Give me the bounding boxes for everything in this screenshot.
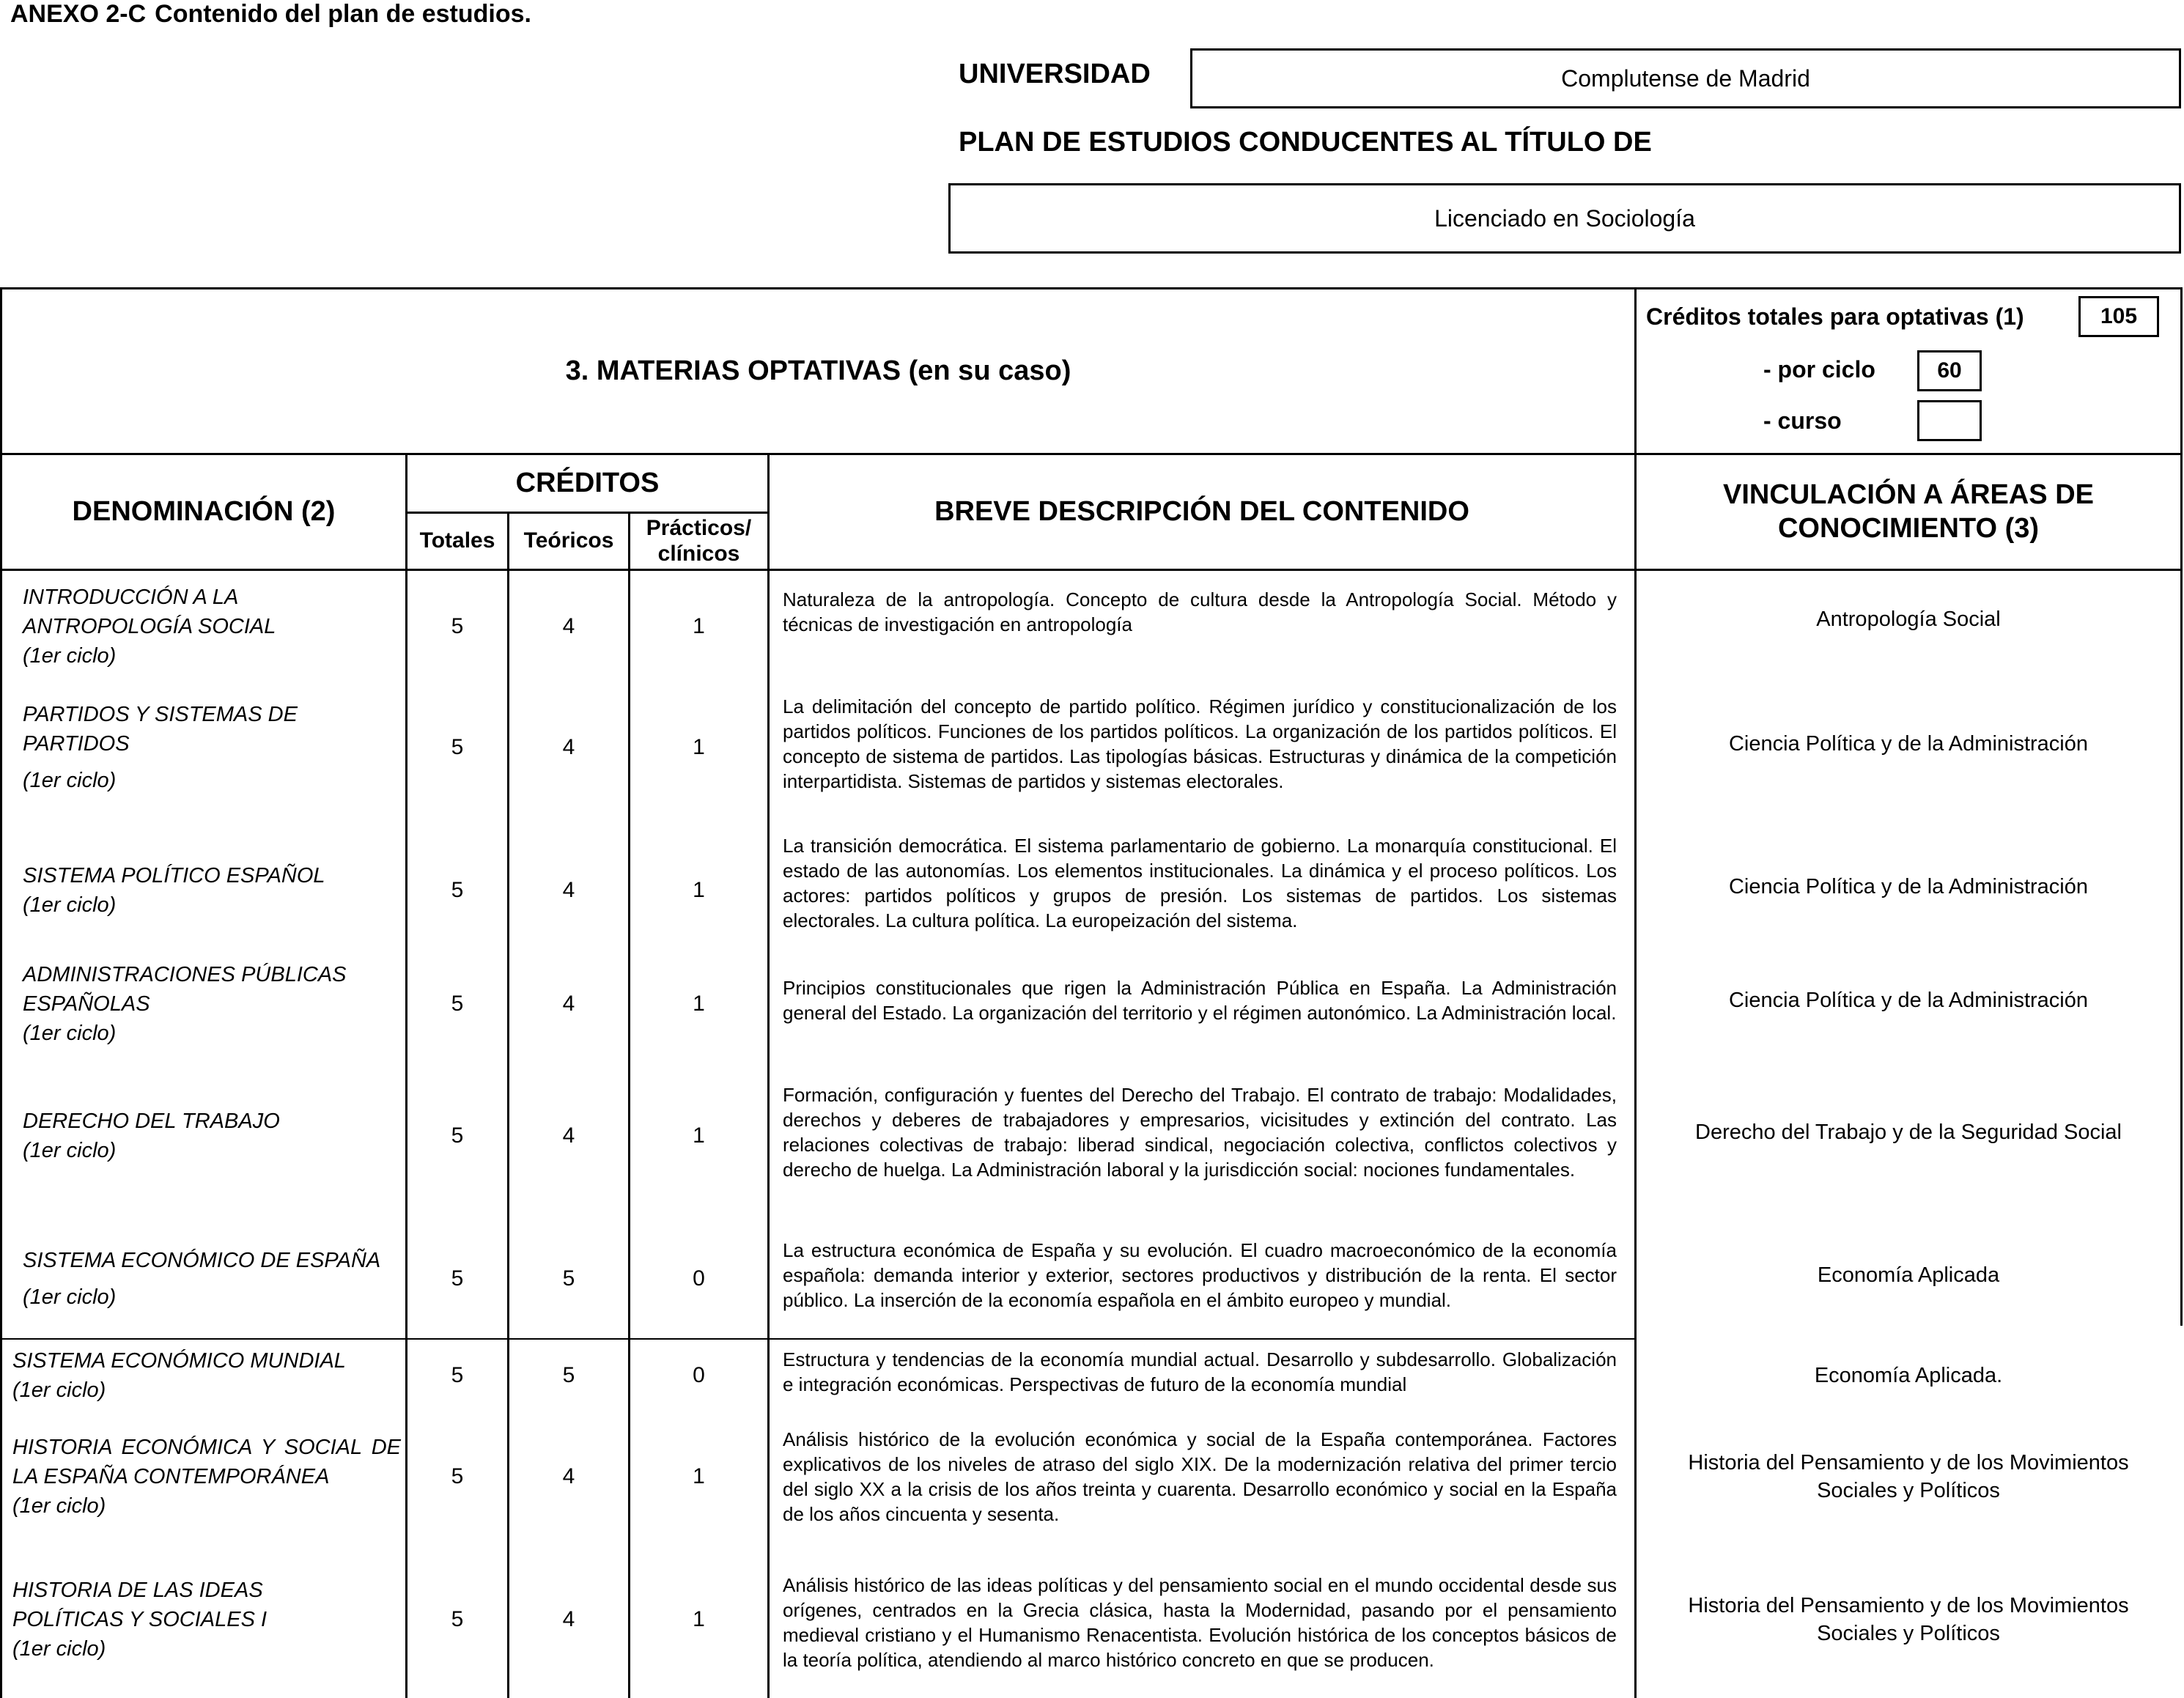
course-label: - curso	[1763, 407, 1842, 434]
subject-cycle: (1er ciclo)	[23, 1022, 117, 1045]
table-right-border	[2180, 287, 2183, 1326]
list-item	[2, 843, 405, 938]
knowledge-area: Economía Aplicada	[1817, 1263, 2000, 1287]
course-value	[1917, 400, 1982, 441]
subject-name: DERECHO DEL TRABAJO	[23, 1110, 280, 1133]
credits-theory: 4	[562, 878, 575, 902]
per-cycle-value: 60	[1917, 350, 1982, 391]
credits-total: 5	[451, 735, 464, 759]
subject-name: PARTIDOS Y SISTEMAS DE PARTIDOS	[23, 703, 298, 756]
col-header-practice: Prácticos/ clínicos	[646, 516, 752, 566]
list-item	[2, 1425, 405, 1528]
knowledge-area: Historia del Pensamiento y de los Movimientos Sociales y Políticos	[1688, 1594, 2129, 1645]
credits-total: 5	[451, 1363, 464, 1387]
credits-theory: 5	[562, 1363, 575, 1387]
subject-cycle: (1er ciclo)	[23, 769, 117, 792]
annex-code: ANEXO 2-C	[10, 0, 147, 28]
credits-theory: 5	[562, 1266, 575, 1291]
col-header-credits: CRÉDITOS	[515, 467, 660, 498]
credits-practice: 1	[693, 1123, 705, 1148]
university-label: UNIVERSIDAD	[959, 59, 1151, 89]
knowledge-area: Ciencia Política y de la Administración	[1728, 989, 2088, 1012]
knowledge-area: Historia del Pensamiento y de los Movimientos Sociales y Políticos	[1688, 1451, 2129, 1502]
subject-name: INTRODUCCIÓN A LA ANTROPOLOGÍA SOCIAL	[23, 586, 276, 638]
row-separator	[0, 1338, 1634, 1340]
knowledge-area: Antropología Social	[1816, 608, 2001, 631]
subject-description: Análisis histórico de las ideas políticas y del pensamiento social en el mundo occidental desde sus orígenes, centrados en la Grecia clásica, hasta la Modernidad, pasando por el pensamiento medieval cristiano y el Humanismo Renacentista. Evolución histórica de los conceptos básicos de la teoría política, atendiendo al marco histórico concreto en que se producen.	[783, 1574, 1617, 1671]
subject-cycle: (1er ciclo)	[12, 1637, 106, 1661]
subject-description: La delimitación del concepto de partido político. Régimen jurídico y constitucionalización de los partidos políticos. Funciones de los partidos políticos. La organización de los partidos políticos. El concepto de sistema de partidos. Las tipologías básicas. Estructuras y dinámica de la competición interpartidista. Sistemas de partidos y sistemas electorales.	[783, 695, 1617, 792]
col-header-name: DENOMINACIÓN (2)	[72, 495, 336, 527]
col-header-theory: Teóricos	[523, 528, 614, 553]
subject-description: Formación, configuración y fuentes del Derecho del Trabajo. El contrato de trabajo: Modalidades, derechos y deberes de trabajadores y empresarios, vicisitudes y extinción del contrato. Las relaciones colectivas de trabajo: liberad sindical, negociación colectiva, conflictos colectivos y derecho de huelga. La Administración laboral y la jurisdicción social: nociones fundamentales.	[783, 1084, 1617, 1181]
credits-practice: 1	[693, 992, 705, 1016]
annex-heading	[10, 0, 531, 29]
col-header-area: VINCULACIÓN A ÁREAS DE CONOCIMIENTO (3)	[1723, 479, 2094, 544]
subject-description: La estructura económica de España y su evolución. El cuadro macroeconómico de la economía española: demanda interior y exterior, sectores productivos y distribución de la renta. El sector público. La inserción de la economía española en el ámbito europeo y mundial.	[783, 1239, 1617, 1311]
university-field: Complutense de Madrid	[1190, 48, 2181, 108]
credits-theory: 4	[562, 1607, 575, 1631]
section-title: 3. MATERIAS OPTATIVAS (en su caso)	[565, 355, 1071, 386]
list-item	[2, 1343, 405, 1409]
credits-theory: 4	[562, 735, 575, 759]
annex-title: Contenido del plan de estudios.	[155, 0, 531, 28]
subject-description: Naturaleza de la antropología. Concepto de cultura desde la Antropología Social. Método y técnicas de investigación en antropología	[783, 588, 1617, 635]
credits-practice: 0	[693, 1363, 705, 1387]
knowledge-area: Derecho del Trabajo y de la Seguridad Social	[1695, 1121, 2122, 1144]
credits-total: 5	[451, 1266, 464, 1291]
subject-cycle: (1er ciclo)	[23, 893, 117, 917]
credits-total: 5	[451, 992, 464, 1016]
credits-total: 5	[451, 878, 464, 902]
subject-cycle: (1er ciclo)	[12, 1378, 106, 1402]
knowledge-area: Economía Aplicada.	[1814, 1364, 2003, 1387]
subject-cycle: (1er ciclo)	[23, 1139, 117, 1162]
credits-practice: 1	[693, 735, 705, 759]
degree-field: Licenciado en Sociología	[948, 183, 2181, 254]
list-item	[2, 689, 405, 806]
credits-theory: 4	[562, 992, 575, 1016]
list-item	[2, 1077, 405, 1195]
subject-name: SISTEMA POLÍTICO ESPAÑOL	[23, 864, 325, 887]
subject-name: ADMINISTRACIONES PÚBLICAS ESPAÑOLAS	[23, 963, 347, 1016]
credits-practice: 0	[693, 1266, 705, 1291]
credits-total: 5	[451, 1123, 464, 1148]
credits-theory: 4	[562, 1123, 575, 1148]
credits-theory: 4	[562, 614, 575, 638]
subject-cycle: (1er ciclo)	[12, 1494, 106, 1518]
subject-name: HISTORIA DE LAS IDEAS POLÍTICAS Y SOCIALES I	[12, 1579, 268, 1631]
col-header-description: BREVE DESCRIPCIÓN DEL CONTENIDO	[934, 495, 1469, 527]
optional-credits-value: 105	[2078, 296, 2159, 337]
list-item	[2, 579, 405, 674]
column-header-bottom	[0, 569, 2183, 571]
plan-label: PLAN DE ESTUDIOS CONDUCENTES AL TÍTULO DE	[959, 127, 1652, 158]
subject-description: Análisis histórico de la evolución económica y social de la España contemporánea. Factores explicativos de los niveles de atraso del siglo XIX. De la modernización relativa del primer tercio del siglo XX a la crisis de los años treinta y cuarenta. Desarrollo económico y social en la España de los años cincuenta y sesenta.	[783, 1428, 1617, 1525]
subject-description: La transición democrática. El sistema parlamentario de gobierno. La monarquía constitucional. El estado de las autonomías. Los elementos institucionales. La dinámica y el proceso políticos. Los actores: partidos políticos y grupos de presión. Los sistemas de partidos. Los sistemas electorales. La cultura política. La europeización del sistema.	[783, 835, 1617, 931]
knowledge-area: Ciencia Política y de la Administración	[1728, 732, 2088, 756]
subject-description: Estructura y tendencias de la economía mundial actual. Desarrollo y subdesarrollo. Globalización e integración económicas. Perspectivas de futuro de la economía mundial	[783, 1348, 1617, 1395]
subject-cycle: (1er ciclo)	[23, 1285, 117, 1309]
credits-theory: 4	[562, 1464, 575, 1488]
credits-practice: 1	[693, 878, 705, 902]
credits-practice: 1	[693, 614, 705, 638]
per-cycle-label: - por ciclo	[1763, 356, 1875, 383]
subject-name: SISTEMA ECONÓMICO MUNDIAL	[12, 1349, 346, 1373]
col-header-total: Totales	[419, 528, 495, 553]
subject-name: SISTEMA ECONÓMICO DE ESPAÑA	[23, 1249, 381, 1272]
knowledge-area: Ciencia Política y de la Administración	[1728, 875, 2088, 898]
subject-cycle: (1er ciclo)	[23, 644, 117, 668]
optional-credits-label: Créditos totales para optativas (1)	[1646, 303, 2024, 330]
credits-total: 5	[451, 614, 464, 638]
credits-practice: 1	[693, 1607, 705, 1631]
credits-practice: 1	[693, 1464, 705, 1488]
subject-description: Principios constitucionales que rigen la Administración Pública en España. La Administración general del Estado. La organización del territorio y el régimen autonómico. La Administración local.	[783, 977, 1617, 1024]
credits-total: 5	[451, 1607, 464, 1631]
list-item	[2, 956, 405, 1052]
list-item	[2, 1220, 405, 1337]
subject-name: HISTORIA ECONÓMICA Y SOCIAL DE LA ESPAÑA CONTEMPORÁNEA	[12, 1436, 401, 1488]
list-item	[2, 1568, 405, 1671]
credits-total: 5	[451, 1464, 464, 1488]
